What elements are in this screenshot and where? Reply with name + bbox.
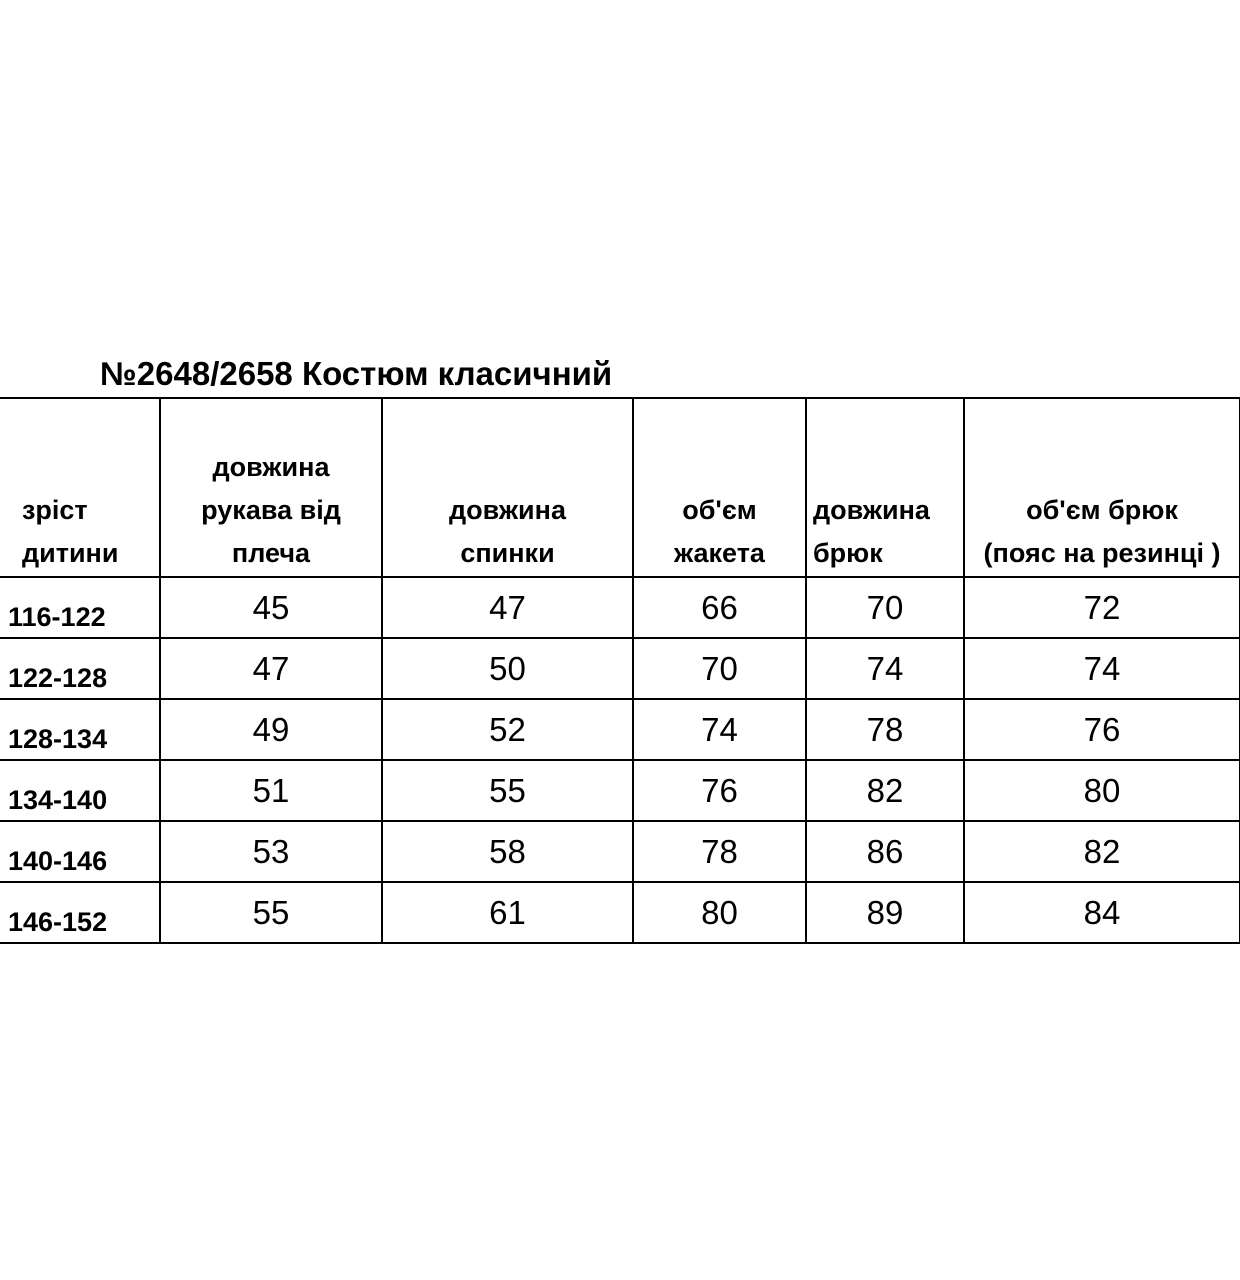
table-row bbox=[0, 638, 1240, 699]
height-cell: 140-146 bbox=[0, 821, 160, 882]
page-title: №2648/2658 Костюм класичний bbox=[100, 355, 613, 392]
header-trouser-length: довжина брюк bbox=[806, 398, 964, 577]
height-cell: 116-122 bbox=[0, 577, 160, 638]
table-cell: 66 bbox=[633, 577, 806, 638]
table-cell: 55 bbox=[160, 882, 382, 943]
table-cell: 61 bbox=[382, 882, 633, 943]
table-cell: 47 bbox=[382, 577, 633, 638]
height-cell: 134-140 bbox=[0, 760, 160, 821]
table-cell: 76 bbox=[964, 699, 1240, 760]
table-cell: 84 bbox=[964, 882, 1240, 943]
table-cell: 53 bbox=[160, 821, 382, 882]
table-cell: 51 bbox=[160, 760, 382, 821]
table-row bbox=[0, 760, 1240, 821]
header-jacket-volume: об'єм жакета bbox=[633, 398, 806, 577]
header-trouser-volume: об'єм брюк (пояс на резинці ) bbox=[964, 398, 1240, 577]
table-cell: 78 bbox=[806, 699, 964, 760]
table-cell: 78 bbox=[633, 821, 806, 882]
header-child-height: зріст дитини bbox=[0, 398, 160, 577]
header-sleeve-length: довжина рукава від плеча bbox=[160, 398, 382, 577]
table-row bbox=[0, 821, 1240, 882]
table-cell: 74 bbox=[964, 638, 1240, 699]
table-cell: 52 bbox=[382, 699, 633, 760]
table-cell: 45 bbox=[160, 577, 382, 638]
table-cell: 74 bbox=[806, 638, 964, 699]
table-cell: 82 bbox=[806, 760, 964, 821]
table-row bbox=[0, 699, 1240, 760]
table-cell: 74 bbox=[633, 699, 806, 760]
table-cell: 70 bbox=[806, 577, 964, 638]
header-back-length: довжина спинки bbox=[382, 398, 633, 577]
table-cell: 76 bbox=[633, 760, 806, 821]
table-cell: 86 bbox=[806, 821, 964, 882]
table-cell: 50 bbox=[382, 638, 633, 699]
table-cell: 82 bbox=[964, 821, 1240, 882]
height-cell: 146-152 bbox=[0, 882, 160, 943]
height-cell: 122-128 bbox=[0, 638, 160, 699]
table-cell: 72 bbox=[964, 577, 1240, 638]
table-cell: 70 bbox=[633, 638, 806, 699]
table-cell: 80 bbox=[633, 882, 806, 943]
table-cell: 80 bbox=[964, 760, 1240, 821]
table-row bbox=[0, 577, 1240, 638]
size-chart-table bbox=[0, 397, 1240, 944]
table-cell: 55 bbox=[382, 760, 633, 821]
table-cell: 58 bbox=[382, 821, 633, 882]
table-row bbox=[0, 882, 1240, 943]
table-cell: 49 bbox=[160, 699, 382, 760]
table-header-row bbox=[0, 398, 1240, 577]
height-cell: 128-134 bbox=[0, 699, 160, 760]
table-cell: 47 bbox=[160, 638, 382, 699]
table-cell: 89 bbox=[806, 882, 964, 943]
